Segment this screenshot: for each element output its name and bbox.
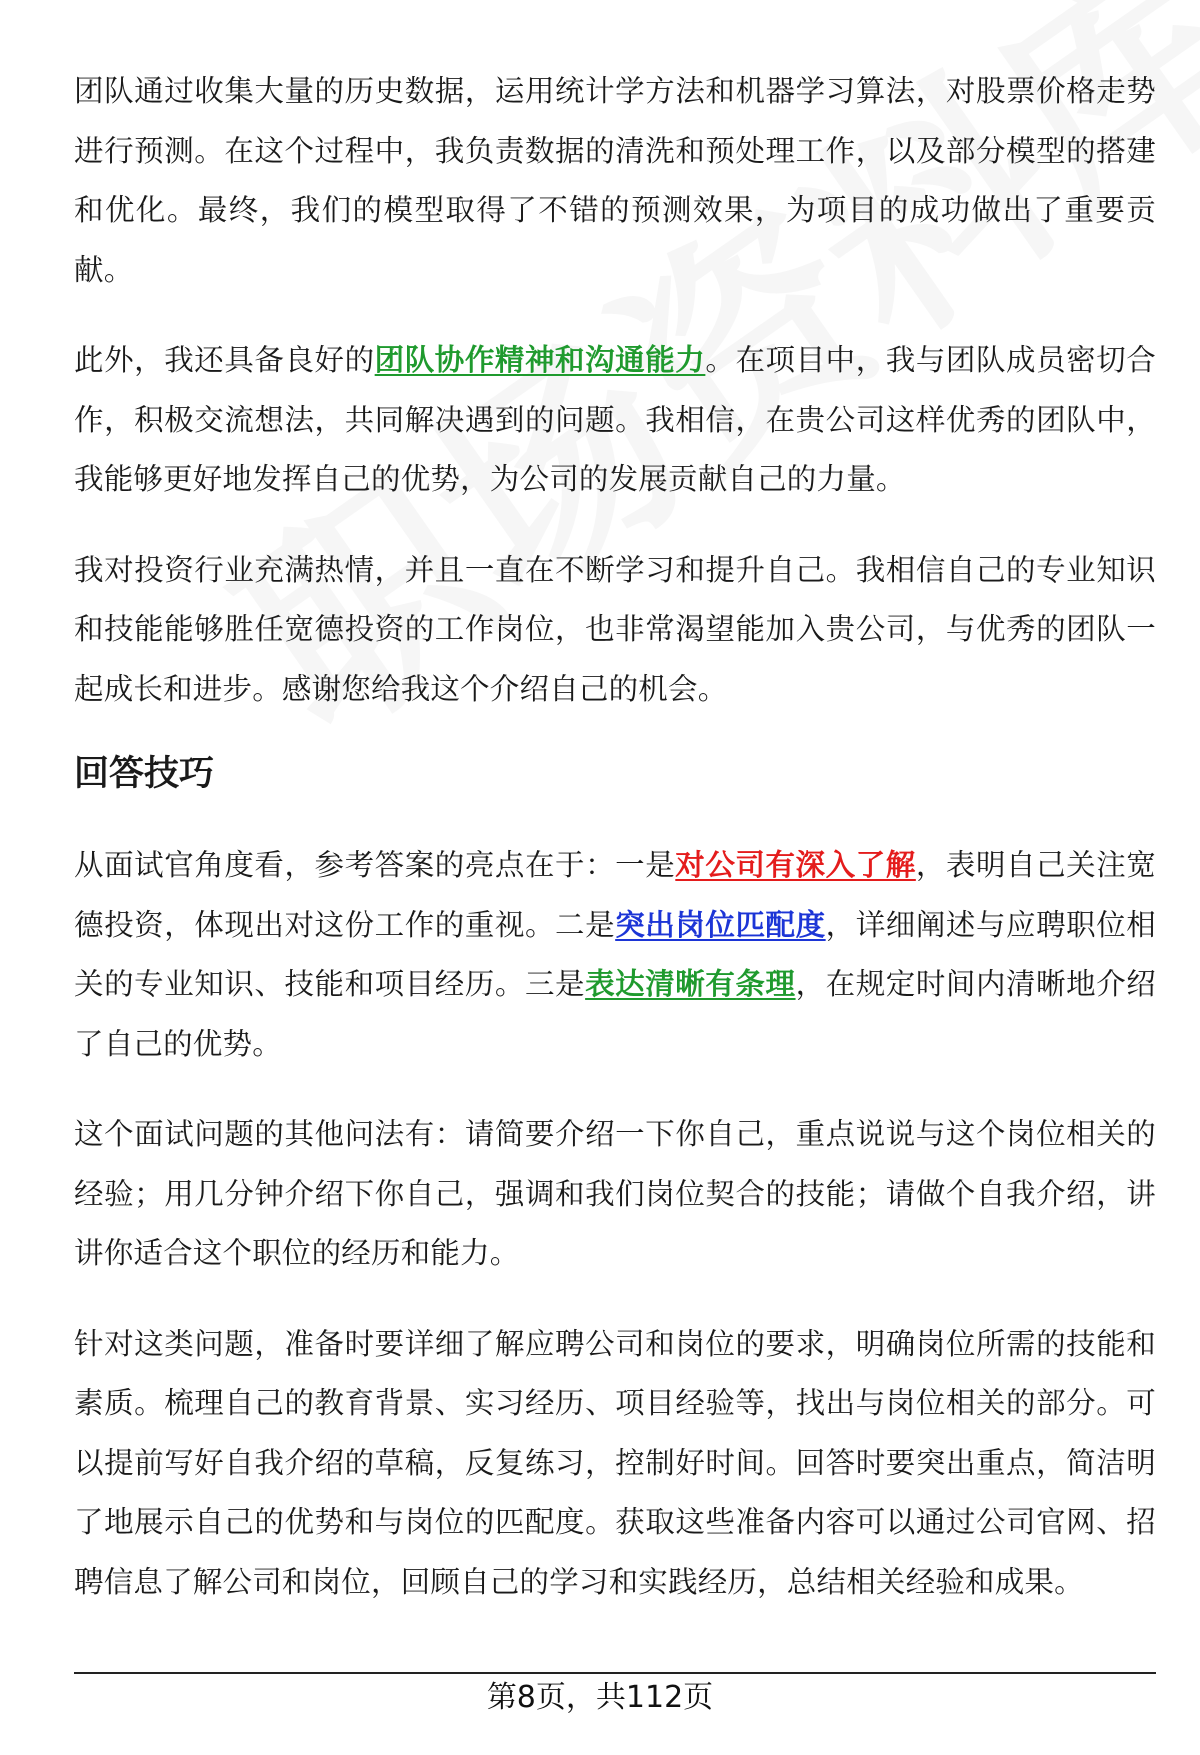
highlight-text: 突出岗位匹配度 xyxy=(615,907,826,942)
highlight-text: 团队协作精神和沟通能力 xyxy=(374,343,706,377)
paragraph-text: 。在项目中，我与团队成员密切合作，积极交流想法，共同解决遇到的问题。我相信，在贵公司这样优秀的团队中，我能够更好地发挥自己的优势，为公司的发展贡献自己的力量。 xyxy=(74,343,1156,496)
page-number: 第8页，共112页 xyxy=(486,1680,714,1715)
paragraph xyxy=(74,62,1156,300)
section-heading: 回答技巧 xyxy=(74,754,215,794)
paragraph xyxy=(74,1315,1156,1613)
paragraph xyxy=(74,541,1156,720)
paragraph-text: ，详细阐述与应聘职位相关的专业知识、技能和项目经历。三是 xyxy=(74,907,1157,1001)
paragraph-text: 团队通过收集大量的历史数据，运用统计学方法和机器学习算法，对股票价格走势进行预测。在这个过程中，我负责数据的清洗和预处理工作，以及部分模型的搭建和优化。最终，我们的模型取得了不错的预测效果，为项目的成功做出了重要贡献。 xyxy=(74,74,1156,287)
footer-divider xyxy=(74,1672,1156,1674)
paragraph-text: 此外，我还具备良好的 xyxy=(74,343,375,377)
paragraph xyxy=(74,1105,1156,1284)
paragraph xyxy=(74,331,1156,510)
paragraph-text: ，表明自己关注宽德投资，体现出对这份工作的重视。二是 xyxy=(74,848,1156,942)
highlight-text: 对公司有深入了解 xyxy=(675,848,916,882)
document-body xyxy=(74,62,1156,1643)
highlight-text: 表达清晰有条理 xyxy=(585,967,796,1001)
paragraph xyxy=(74,836,1156,1074)
paragraph-text: 我对投资行业充满热情，并且一直在不断学习和提升自己。我相信自己的专业知识和技能能够胜任宽德投资的工作岗位，也非常渴望能加入贵公司，与优秀的团队一起成长和进步。感谢您给我这个介绍自己的机会。 xyxy=(74,552,1156,706)
paragraph-text: ，在规定时间内清晰地介绍了自己的优势。 xyxy=(74,967,1156,1061)
paragraph-text: 从面试官角度看，参考答案的亮点在于：一是 xyxy=(74,848,676,882)
paragraph-text: 这个面试问题的其他问法有：请简要介绍一下你自己，重点说说与这个岗位相关的经验；用几分钟介绍下你自己，强调和我们岗位契合的技能；请做个自我介绍，讲讲你适合这个职位的经历和能力。 xyxy=(74,1117,1156,1270)
tips-paragraphs xyxy=(74,836,1156,1612)
paragraph-text: 针对这类问题，准备时要详细了解应聘公司和岗位的要求，明确岗位所需的技能和素质。梳理自己的教育背景、实习经历、项目经验等，找出与岗位相关的部分。可以提前写好自我介绍的草稿，反复练习，控制好时间。回答时要突出重点，简洁明了地展示自己的优势和与岗位的匹配度。获取这些准备内容可以通过公司官网、招聘信息了解公司和岗位，回顾自己的学习和实践经历，总结相关经验和成果。 xyxy=(74,1326,1156,1599)
intro-paragraphs xyxy=(74,62,1156,719)
